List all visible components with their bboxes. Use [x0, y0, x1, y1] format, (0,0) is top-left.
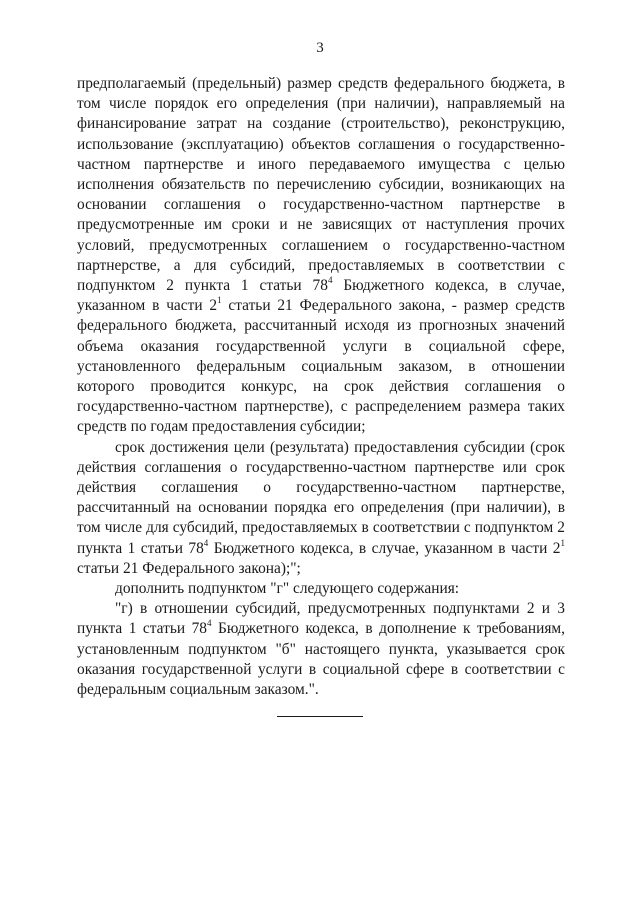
page-number: 3 — [316, 40, 324, 56]
paragraph-text-segment: статьи 21 Федерального закона);"; — [77, 559, 301, 577]
paragraph-text-segment: дополнить подпунктом "г" следующего содержания: — [115, 580, 460, 598]
paragraph-text-segment: предполагаемый (предельный) размер средств федерального бюджета, в том числе порядок его определения (при наличии), направляемый на финансирование затрат на создание (строительство), реконструкцию, использование (эксплуатацию) объектов соглашения о государственно-частном партнерстве и иного передаваемого имущества с целью исполнения обязательств по перечислению субсидии, возникающих на основании соглашения о государственно-частном партнерстве в предусмотренные им сроки и не зависящих от наступления прочих условий, предусмотренных соглашением о государственно-частном партнерстве, а для субсидий, предоставляемых в соответствии с подпунктом 2 пункта 1 статьи 78 — [77, 75, 565, 295]
superscript-index: 4 — [203, 537, 209, 548]
paragraph-text-segment: "г) в отношении субсидий, предусмотренных подпунктами 2 и 3 пункта 1 статьи 78 — [77, 600, 565, 638]
document-body — [77, 74, 565, 700]
superscript-index: 4 — [327, 274, 333, 285]
paragraph-budget-amount — [77, 74, 565, 438]
closing-separator-line — [277, 716, 363, 717]
paragraph-text-segment: срок достижения цели (результата) предоставления субсидии (срок действия соглашения о государственно-частном партнерстве или срок действия соглашения о государственно-частном партнерстве, рассчитанный на основании порядка его определения (при наличии), в том числе для субсидий, предоставляемых в соответствии с подпунктом 2 пункта 1 статьи 78 — [77, 438, 565, 557]
superscript-index: 1 — [217, 295, 222, 306]
paragraph-text-segment: Бюджетного кодекса, в случае, указанном в части 2 — [77, 277, 565, 315]
superscript-index: 1 — [560, 537, 565, 548]
paragraph-text-segment: статьи 21 Федерального закона, - размер средств федерального бюджета, рассчитанный исходя из прогнозных значений объема оказания государственной услуги в социальной сфере, установленного федеральным социальным заказом, в отношении которого проводится конкурс, на срок действия соглашения о государственно-частном партнерстве), с распределением размера таких средств по годам предоставления субсидии; — [77, 297, 566, 436]
paragraph-text-segment: Бюджетного кодекса, в случае, указанном в части 2 — [208, 539, 561, 557]
paragraph-subsidy-term — [77, 438, 565, 579]
paragraph-text-segment: Бюджетного кодекса, в дополнение к требованиям, установленным подпунктом "б" настоящего пункта, указывается срок оказания государственной услуги в социальной сфере в соответствии с федеральным социальным заказом.". — [77, 620, 565, 699]
paragraph-amendment-intro — [77, 579, 565, 599]
paragraph-subitem-g — [77, 599, 565, 700]
superscript-index: 4 — [207, 618, 212, 629]
